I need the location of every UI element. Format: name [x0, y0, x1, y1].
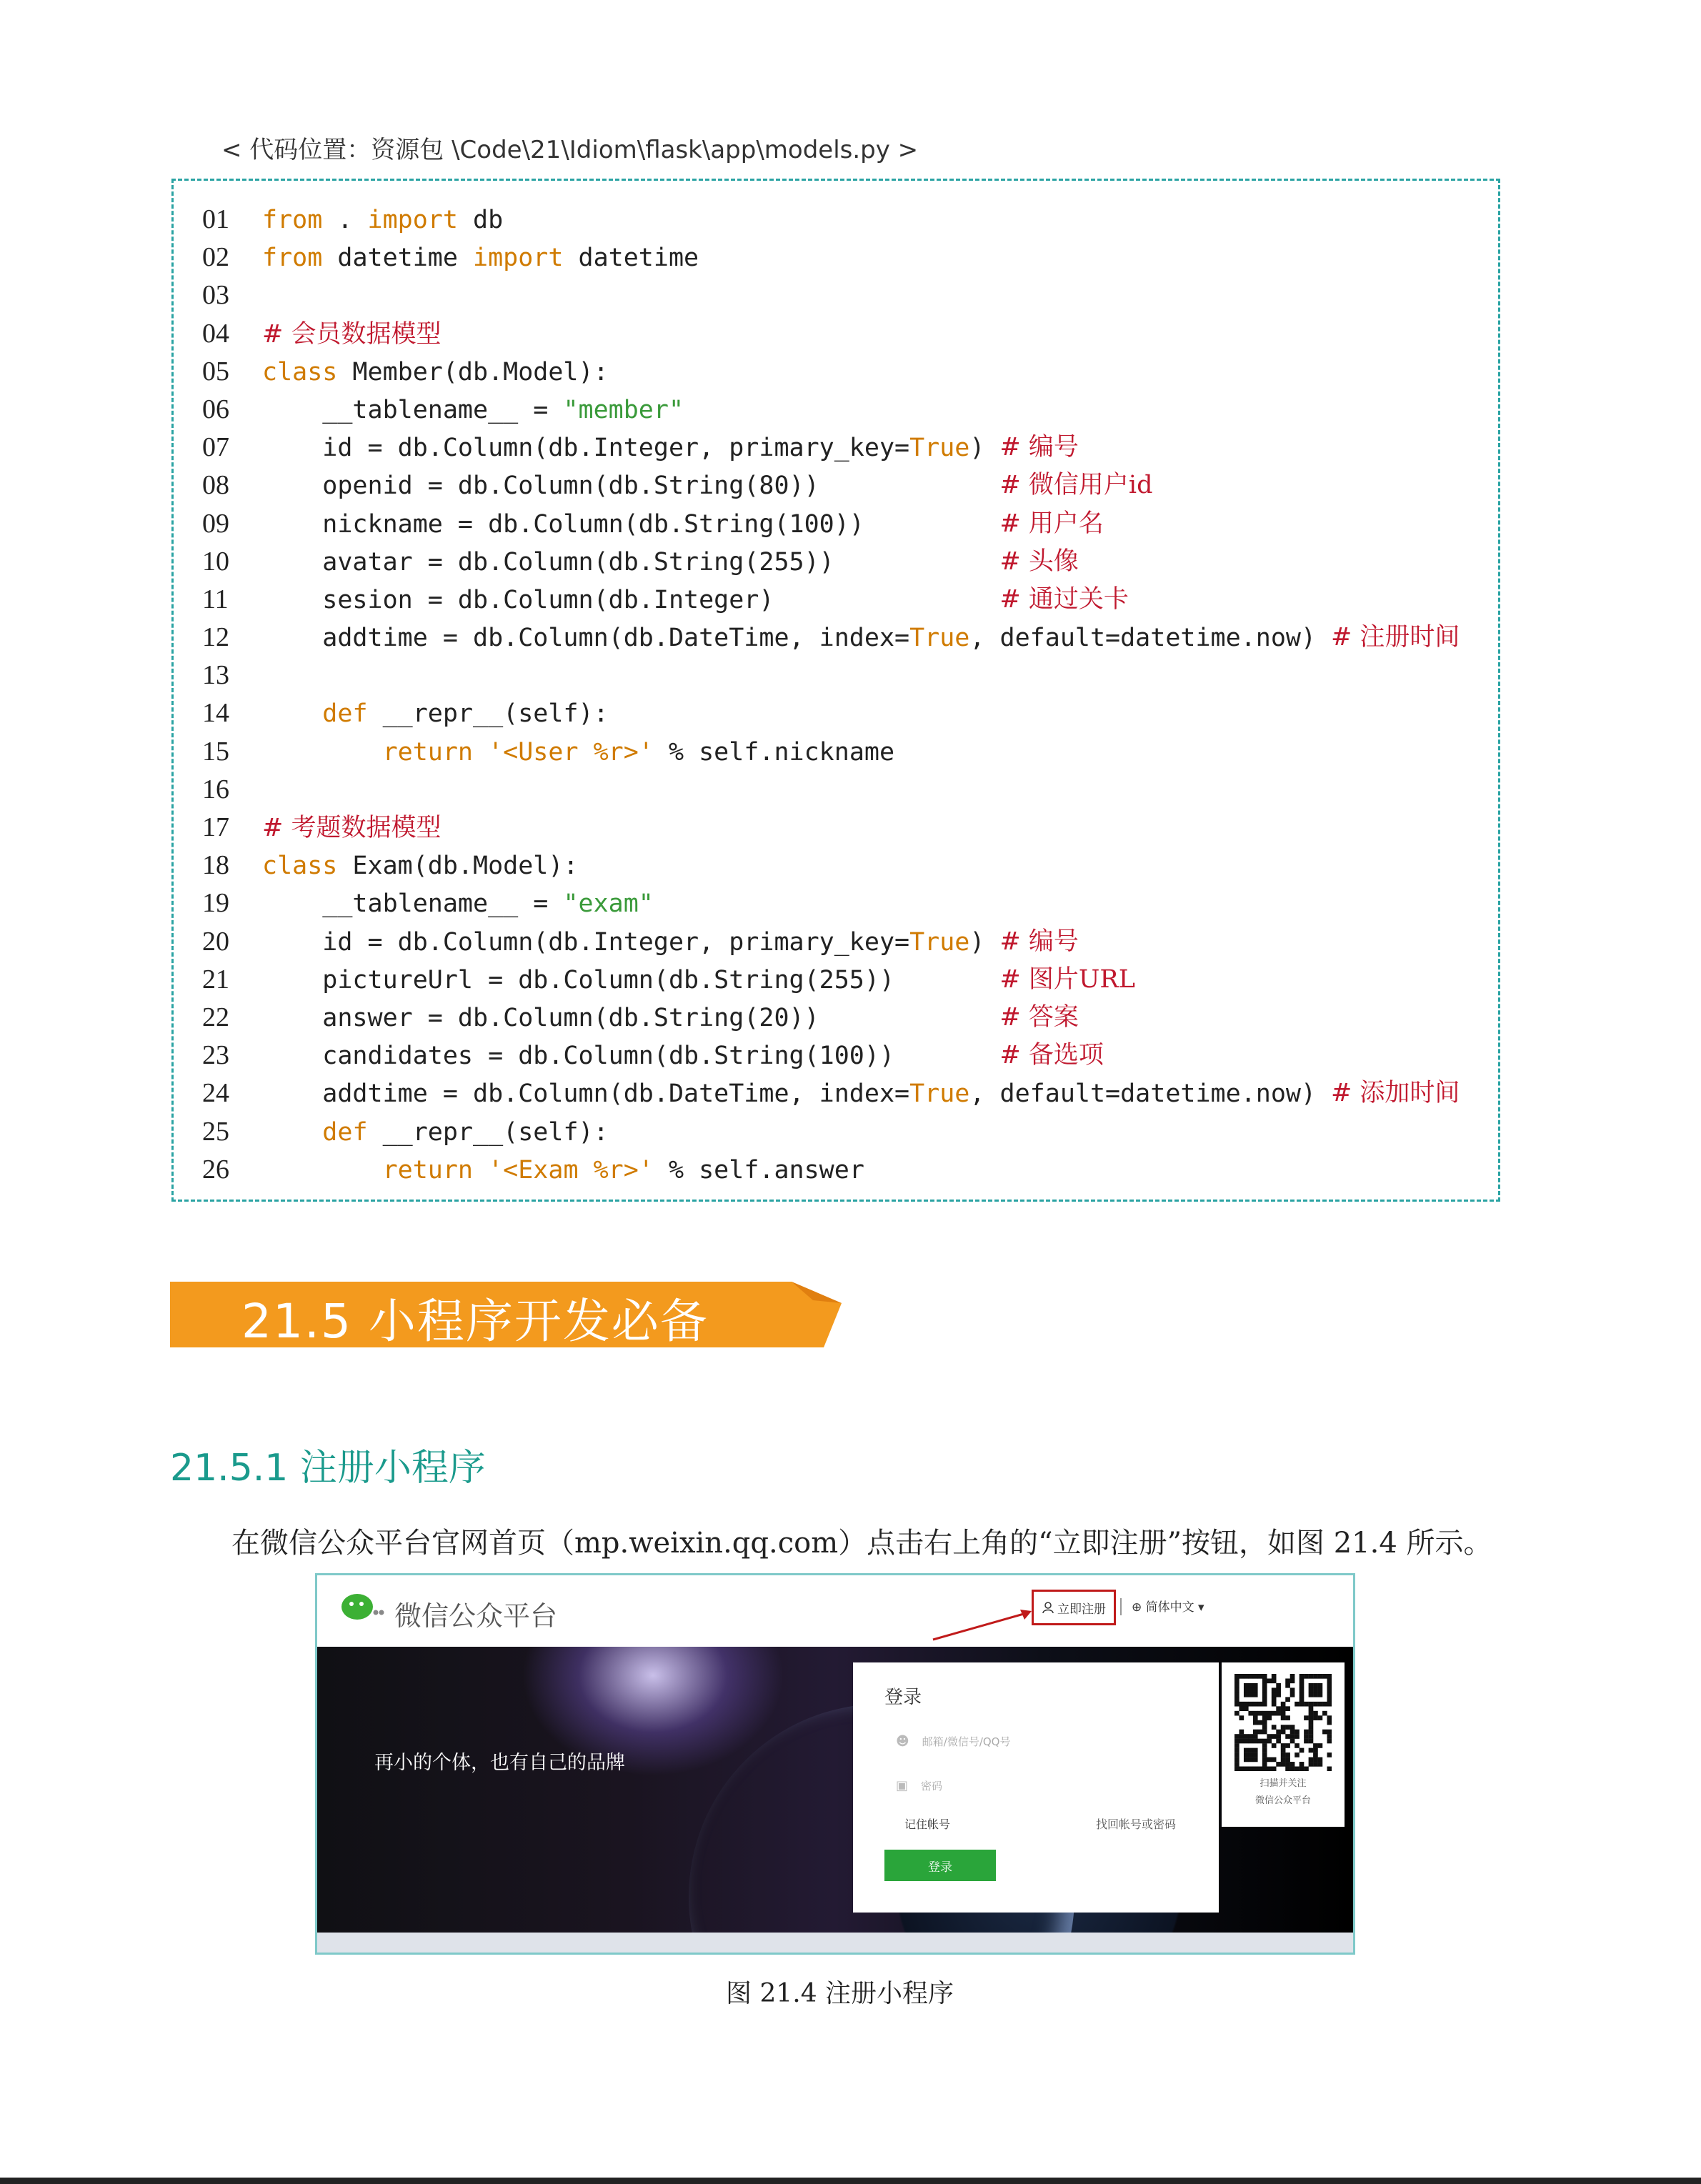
hero-slogan: 再小的个体，也有自己的品牌: [374, 1752, 625, 1774]
register-button[interactable]: [1032, 1590, 1116, 1625]
code-token: Member(db.Model):: [337, 357, 609, 387]
section-title: 21.5 小程序开发必备: [241, 1294, 709, 1349]
code-line: [202, 961, 1316, 999]
code-token: True: [909, 624, 970, 653]
code-token: .: [322, 206, 368, 234]
code-token: return: [382, 737, 474, 767]
code-token: __tablename__ =: [262, 395, 564, 424]
login-button[interactable]: 登录: [884, 1850, 996, 1881]
code-token: __repr__(self):: [367, 1117, 609, 1147]
line-number: 11: [202, 584, 229, 614]
qr-caption-line1: 扫描并关注: [1259, 1778, 1307, 1789]
hero-banner: [317, 1647, 1353, 1933]
code-token: return: [382, 1155, 474, 1185]
code-token: id = db.Column(db.Integer, primary_key=: [262, 927, 910, 957]
site-header: [317, 1575, 1353, 1647]
login-title: 登录: [884, 1687, 922, 1708]
line-number: 24: [202, 1078, 229, 1109]
code-line: [202, 733, 1316, 771]
code-line: [202, 467, 1316, 504]
code-token: def: [322, 1117, 368, 1147]
code-token: , default=datetime.now): [969, 1079, 1317, 1109]
page-bottom-rule: [0, 2178, 1701, 2184]
line-number: 22: [202, 1002, 229, 1032]
site-footer: [317, 1933, 1353, 1955]
line-number: 19: [202, 888, 229, 919]
line-number: 13: [202, 660, 229, 691]
section-banner: [170, 1279, 842, 1347]
code-line: [202, 694, 1316, 732]
code-line: [202, 809, 1316, 847]
line-number: 25: [202, 1116, 229, 1147]
code-token: db: [457, 206, 504, 234]
code-line: [202, 543, 1316, 581]
code-token: [262, 1156, 383, 1185]
user-icon: [1042, 1601, 1054, 1614]
language-selector[interactable]: [1132, 1597, 1204, 1615]
code-line: [202, 771, 1316, 809]
code-line: [202, 391, 1316, 429]
line-number: 07: [202, 432, 229, 463]
qr-caption: [1222, 1775, 1345, 1810]
lock-icon: ▣: [896, 1778, 909, 1793]
qr-panel: [1222, 1662, 1345, 1827]
code-line: [202, 239, 1316, 276]
inline-comment: # 编号: [999, 433, 1079, 462]
code-line: [202, 923, 1316, 961]
code-token: # 会员数据模型: [262, 319, 442, 349]
line-number: 26: [202, 1154, 229, 1185]
code-token: [473, 1156, 488, 1185]
code-token: [262, 699, 322, 728]
line-number: 21: [202, 964, 229, 994]
inline-comment: # 通过关卡: [999, 584, 1129, 614]
site-title: 微信公众平台: [394, 1600, 558, 1632]
code-token: addtime = db.Column(db.DateTime, index=: [262, 1079, 910, 1109]
line-number: 15: [202, 736, 229, 767]
code-line: [202, 581, 1316, 619]
code-token: from: [262, 244, 323, 273]
code-token: candidates = db.Column(db.String(100)): [262, 1042, 895, 1071]
code-line: [202, 884, 1316, 922]
line-number: 23: [202, 1040, 229, 1071]
inline-comment: # 用户名: [999, 509, 1104, 538]
line-number: 01: [202, 204, 229, 234]
code-token: True: [909, 1079, 970, 1109]
code-token: class: [262, 852, 338, 881]
code-token: nickname = db.Column(db.String(100)): [262, 509, 864, 539]
line-number: 16: [202, 774, 229, 804]
divider: [1120, 1598, 1122, 1615]
code-block: [171, 179, 1500, 1202]
qr-code-icon: [1234, 1674, 1332, 1771]
code-line: [202, 1113, 1316, 1151]
code-token: __tablename__ =: [262, 889, 564, 919]
line-number: 18: [202, 850, 229, 881]
code-line: [202, 657, 1316, 694]
code-lines: [202, 201, 1460, 1189]
account-placeholder: 邮箱/微信号/QQ号: [922, 1735, 1011, 1748]
inline-comment: # 微信用户id: [999, 471, 1153, 500]
code-token: True: [909, 434, 970, 463]
code-token: ): [969, 927, 985, 957]
code-token: addtime = db.Column(db.DateTime, index=: [262, 624, 910, 653]
code-line: [202, 1037, 1316, 1074]
line-number: 03: [202, 280, 229, 311]
code-token: id = db.Column(db.Integer, primary_key=: [262, 434, 910, 463]
password-placeholder: 密码: [921, 1780, 943, 1792]
inline-comment: # 添加时间: [1330, 1079, 1460, 1108]
code-line: [202, 429, 1316, 467]
code-token: class: [262, 357, 338, 387]
code-token: import: [473, 244, 564, 273]
code-line: [202, 505, 1316, 543]
forgot-password-link[interactable]: 找回帐号或密码: [1096, 1817, 1177, 1831]
code-token: [262, 738, 383, 767]
inline-comment: # 头像: [999, 547, 1079, 576]
account-icon: ☻: [896, 1734, 909, 1749]
code-token: # 考题数据模型: [262, 814, 442, 842]
code-token: import: [367, 206, 458, 234]
code-token: % self.answer: [653, 1155, 864, 1185]
inline-comment: # 注册时间: [1330, 623, 1460, 652]
code-line: [202, 619, 1460, 657]
qr-caption-line2: 微信公众平台: [1254, 1795, 1311, 1806]
code-token: datetime: [563, 244, 699, 273]
code-line: [202, 1151, 1316, 1189]
code-location: < 代码位置：资源包 \Code\21\Idiom\flask\app\models.py >: [221, 136, 919, 164]
line-number: 14: [202, 698, 229, 729]
code-token: '<Exam %r>': [488, 1155, 654, 1185]
code-token: avatar = db.Column(db.String(255)): [262, 547, 834, 577]
line-number: 08: [202, 470, 229, 501]
code-token: ): [969, 434, 985, 463]
line-number: 17: [202, 812, 229, 842]
code-token: sesion = db.Column(db.Integer): [262, 585, 774, 614]
code-token: answer = db.Column(db.String(20)): [262, 1003, 819, 1032]
code-token: from: [262, 206, 323, 234]
figure-screenshot: [315, 1573, 1355, 1955]
inline-comment: # 备选项: [999, 1041, 1104, 1070]
code-line: [202, 201, 1316, 239]
code-token: def: [322, 699, 368, 729]
code-token: [262, 1118, 322, 1147]
code-token: "member": [563, 395, 684, 424]
code-line: [202, 353, 1316, 391]
code-token: '<User %r>': [488, 737, 654, 767]
login-panel: [853, 1662, 1219, 1913]
code-token: % self.nickname: [653, 737, 895, 767]
code-line: [202, 999, 1316, 1037]
line-number: 04: [202, 318, 229, 349]
code-token: datetime: [322, 244, 474, 273]
code-line: [202, 847, 1316, 884]
line-number: 10: [202, 546, 229, 577]
code-token: [473, 738, 488, 767]
code-token: True: [909, 927, 970, 957]
code-line: [202, 1074, 1460, 1112]
register-label: 立即注册: [1057, 1602, 1106, 1617]
code-token: pictureUrl = db.Column(db.String(255)): [262, 965, 895, 994]
pointer-arrow-icon: [932, 1604, 1039, 1647]
line-number: 02: [202, 242, 229, 273]
code-token: openid = db.Column(db.String(80)): [262, 472, 819, 501]
body-paragraph: 在微信公众平台官网首页（mp.weixin.qq.com）点击右上角的“立即注册”按钮，如图 21.4 所示。: [231, 1527, 1492, 1560]
account-input[interactable]: [896, 1734, 1011, 1749]
remember-account-checkbox[interactable]: 记住帐号: [904, 1817, 951, 1831]
wechat-logo-icon: [340, 1591, 386, 1628]
inline-comment: # 答案: [999, 1002, 1079, 1032]
subsection-title: 21.5.1 注册小程序: [170, 1447, 486, 1490]
line-number: 05: [202, 356, 229, 387]
globe-icon: ⊕: [1132, 1600, 1146, 1615]
figure-caption: 图 21.4 注册小程序: [726, 1979, 954, 2008]
inline-comment: # 图片URL: [999, 964, 1135, 994]
code-line: [202, 315, 1316, 353]
code-token: "exam": [563, 889, 654, 919]
line-number: 06: [202, 394, 229, 424]
line-number: 12: [202, 622, 229, 653]
language-label: 简体中文: [1145, 1600, 1194, 1615]
code-token: , default=datetime.now): [969, 624, 1317, 653]
line-number: 09: [202, 508, 229, 539]
code-line: [202, 276, 1316, 314]
caret-down-icon: ▾: [1194, 1600, 1204, 1615]
code-token: Exam(db.Model):: [337, 852, 579, 881]
line-number: 20: [202, 926, 229, 957]
inline-comment: # 编号: [999, 927, 1079, 956]
code-token: __repr__(self):: [367, 699, 609, 729]
password-input[interactable]: [896, 1778, 942, 1793]
